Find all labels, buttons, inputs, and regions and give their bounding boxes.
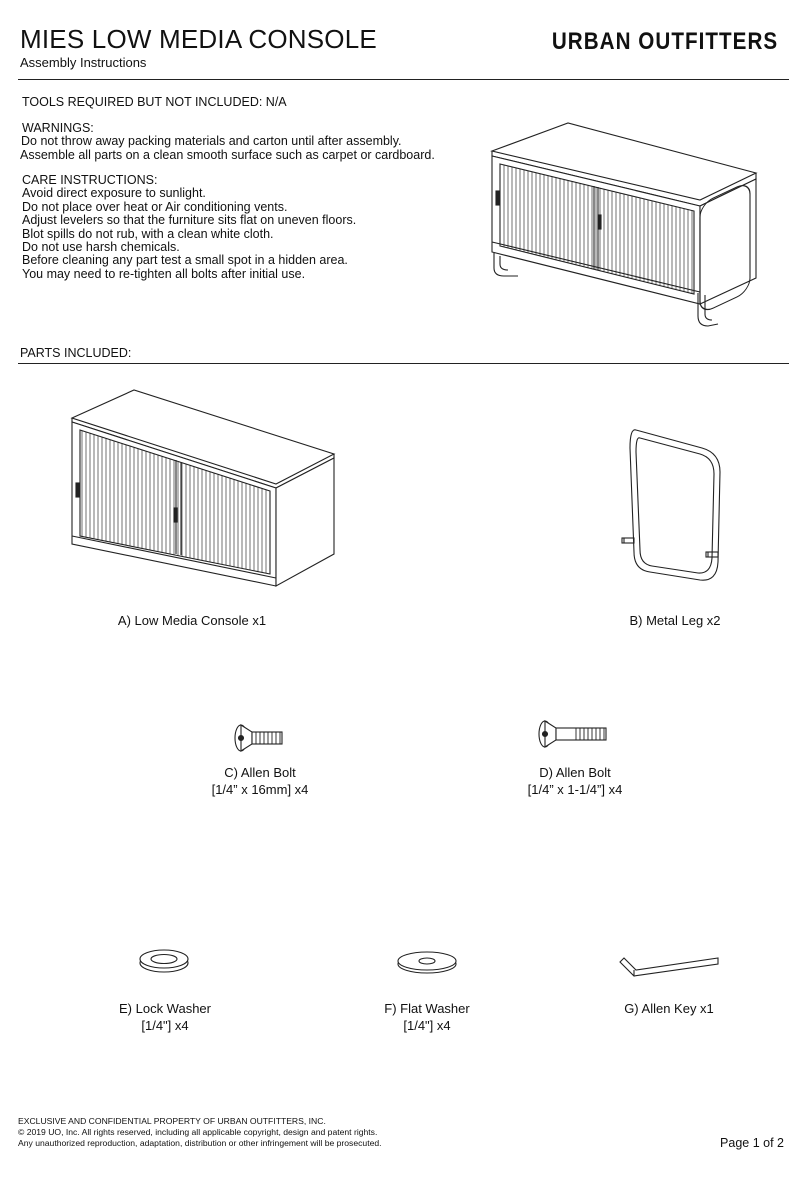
part-d-label: [495, 764, 655, 798]
metal-leg-illustration: [616, 420, 726, 590]
care-line: Blot spills do not rub, with a clean white cloth.: [22, 226, 274, 241]
allen-key-illustration: [614, 950, 724, 984]
part-e-label: [90, 1000, 240, 1034]
footer-line: EXCLUSIVE AND CONFIDENTIAL PROPERTY OF URBAN OUTFITTERS, INC.: [18, 1116, 326, 1126]
part-a-label: A) Low Media Console x1: [117, 613, 267, 628]
flat-washer-illustration: [394, 948, 460, 976]
care-section: [22, 174, 356, 281]
document-title: MIES LOW MEDIA CONSOLE: [20, 24, 377, 54]
short-allen-bolt-illustration: [232, 720, 292, 756]
warning-line: Do not throw away packing materials and carton until after assembly.: [21, 134, 402, 149]
header-divider: [18, 79, 789, 80]
part-f-label: [352, 1000, 502, 1034]
part-f-name: F) Flat Washer: [384, 1001, 470, 1016]
care-line: Do not use harsh chemicals.: [22, 240, 180, 255]
care-line: Avoid direct exposure to sunlight.: [22, 186, 206, 201]
footer-line: © 2019 UO, Inc. All rights reserved, including all applicable copyright, design and patent rights.: [18, 1127, 378, 1137]
lock-washer-illustration: [134, 946, 194, 976]
tools-required-text: TOOLS REQUIRED BUT NOT INCLUDED: N/A: [22, 95, 287, 109]
parts-divider: [18, 363, 789, 364]
warning-line: Assemble all parts on a clean smooth surface such as carpet or cardboard.: [20, 147, 435, 162]
assembled-console-illustration: [486, 118, 766, 333]
part-e-spec: [1/4"] x4: [141, 1018, 189, 1033]
part-e-name: E) Lock Washer: [119, 1001, 211, 1016]
part-c-spec: [1/4” x 16mm] x4: [211, 782, 309, 797]
legal-footer: [18, 1116, 382, 1149]
care-line: You may need to re-tighten all bolts after initial use.: [22, 266, 306, 281]
part-c-name: C) Allen Bolt: [224, 765, 296, 780]
console-part-illustration: [68, 388, 338, 588]
care-heading: CARE INSTRUCTIONS:: [22, 173, 158, 187]
part-d-spec: [1/4” x 1-1/4”] x4: [527, 782, 623, 797]
warnings-section: [22, 122, 435, 162]
page-number: Page 1 of 2: [720, 1136, 784, 1150]
part-d-name: D) Allen Bolt: [539, 765, 611, 780]
footer-line: Any unauthorized reproduction, adaptation, distribution or other infringement will be prosecuted.: [18, 1138, 382, 1148]
part-c-label: [180, 764, 340, 798]
care-line: Do not place over heat or Air conditioning vents.: [22, 199, 288, 214]
warnings-heading: WARNINGS:: [22, 121, 94, 135]
document-subtitle: Assembly Instructions: [20, 55, 147, 70]
parts-heading: PARTS INCLUDED:: [20, 346, 132, 360]
care-line: Before cleaning any part test a small spot in a hidden area.: [22, 253, 348, 268]
long-allen-bolt-illustration: [536, 716, 616, 752]
part-f-spec: [1/4"] x4: [403, 1018, 451, 1033]
care-line: Adjust levelers so that the furniture sits flat on uneven floors.: [22, 213, 357, 228]
brand-logo: URBAN OUTFITTERS: [551, 28, 778, 55]
part-b-label: B) Metal Leg x2: [629, 613, 721, 628]
part-g-label: G) Allen Key x1: [624, 1001, 714, 1016]
